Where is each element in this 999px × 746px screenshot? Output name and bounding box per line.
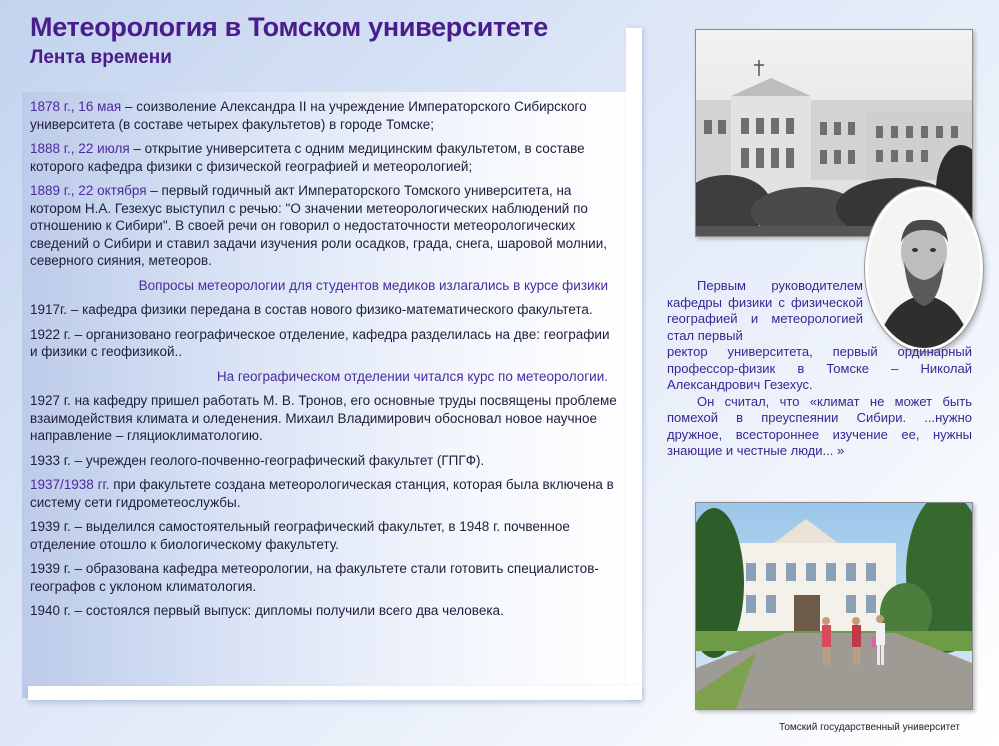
entry-date: 1927 г. [30,393,71,408]
timeline-entry [30,140,618,175]
entry-text: – кафедра физики передана в состав нового физико-математического факультета. [67,302,593,317]
timeline-list [30,98,618,627]
entry-date: 1937/1938 гг. [30,477,110,492]
timeline-entry [30,476,618,511]
entry-date: 1940 г. [30,603,71,618]
entry-date: 1878 г., 16 мая [30,99,122,114]
timeline-entry [30,518,618,553]
rector-biography [667,278,972,460]
entry-text: – образована кафедра метеорологии, на факультете стали готовить специалистов-географов с уклоном климатология. [30,561,599,594]
entry-text: – организовано географическое отделение, кафедра разделилась на две: географии и физики с геофизикой.. [30,326,610,359]
entry-text: на кафедру пришел работать М. В. Тронов, его основные труды посвящены проблеме взаимодействия климата и оледенения. Михаил Владимирович обосновал новое научное направление – гляциоклиматологию. [30,393,617,443]
entry-text: при факультете создана метеорологическая станция, которая была включена в систему сети гидрометеослужбы. [30,477,614,510]
entry-date: 1917г. [30,302,68,317]
timeline-entry [30,560,618,595]
entry-text: – учрежден геолого-почвенно-географический факультет (ГПГФ). [70,452,485,468]
timeline-entry [30,98,618,133]
entry-date: 1889 г., 22 октября [30,183,147,198]
panel-frame-right [626,28,642,700]
university-modern-photo [695,502,973,710]
entry-date: 1939 г. [30,561,71,576]
entry-date: 1922 г. [30,326,71,342]
timeline-entry [30,326,618,361]
timeline-entry [30,301,618,319]
entry-date: 1933 г. [30,452,71,468]
panel-frame-bottom [28,686,642,700]
timeline-entry [30,602,618,620]
bio-paragraph-1: Первым руководителем кафедры физики с физической географией и метеорологией стал первый [667,278,863,343]
entry-text: – выделился самостоятельный географический факультет, в 1948 г. почвенное отделение отошло к биологическому факультету. [30,519,570,552]
page-subtitle: Лента времени [30,47,172,68]
entry-text: – открытие университета с одним медицинским факультетом, в составе которого кафедра физики с физической географией и метеорологией; [30,141,585,174]
timeline-entry [30,182,618,270]
timeline-entry [30,452,618,470]
entry-text: – первый годичный акт Императорского Томского университета, на котором Н.А. Гезехус выступил с речью: "О значении метеорологических наблюдений по отношению к Сибири". В своей речи он говорил о недостаточности метеорологических сведений о Сибири и ставил задачи изучения роли осадков, града, снега, шаровой молнии, северного сияния, метеоров. [30,183,608,268]
entry-text: – состоялся первый выпуск: дипломы получили всего два человека. [70,603,504,618]
bio-paragraph-2: ректор университета, первый ординарный профессор-физик в Томске – Николай Александрович Гезехус. [667,344,972,392]
timeline-note: На географическом отделении читался курс по метеорологии. [216,368,608,384]
entry-date: 1888 г., 22 июля [30,141,130,156]
entry-text: – соизволение Александра II на учреждение Императорского Сибирского университета (в составе четырех факультетов) в городе Томске; [30,99,587,132]
entry-date: 1939 г. [30,519,71,534]
photo-caption: Томский государственный университет [779,722,960,733]
timeline-note: Вопросы метеорологии для студентов медиков излагались в курсе физики [138,277,608,293]
bio-quote: Он считал, что «климат не может быть помехой в преуспеянии Сибири. ...нужно дружное, всестороннее изучение ее, нужны знающие и честные люди... » [667,393,972,458]
page-title: Метеорология в Томском университете [30,12,548,42]
timeline-entry [30,392,618,445]
